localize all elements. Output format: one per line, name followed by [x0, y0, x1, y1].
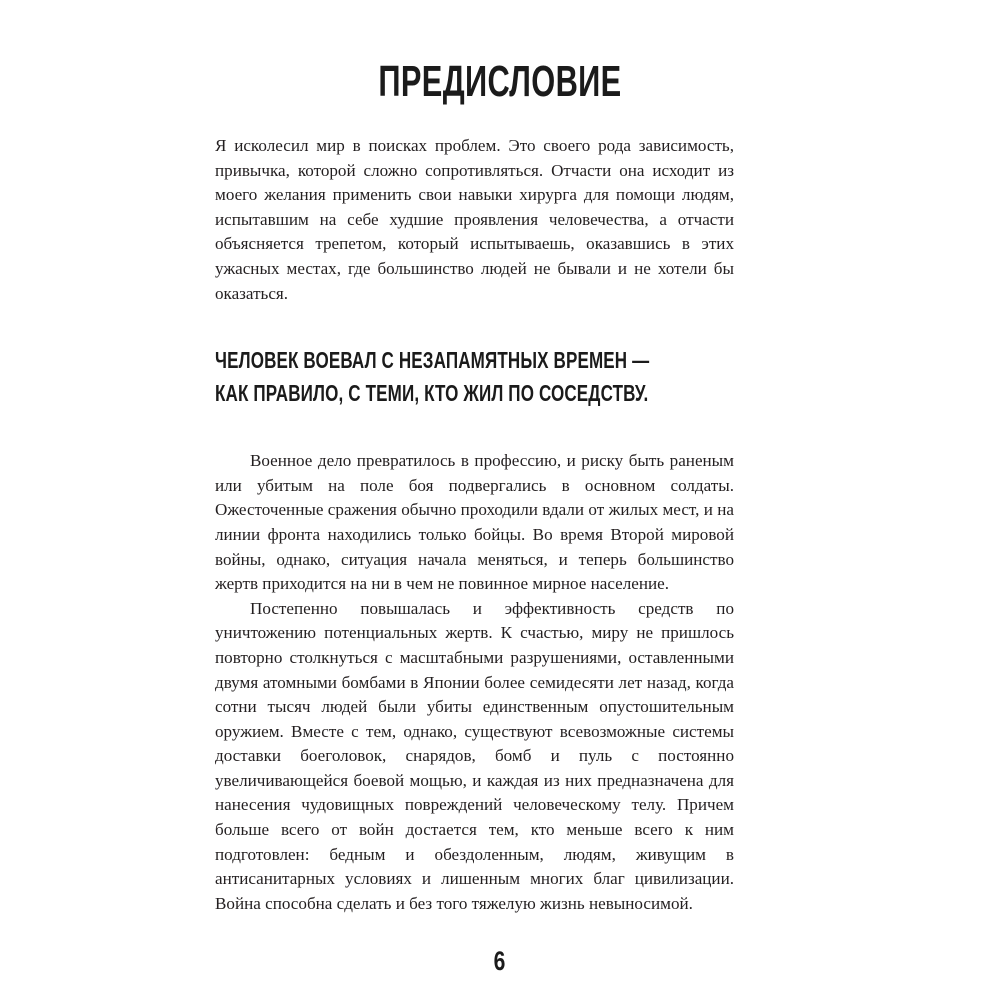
spacer-below-heading	[215, 410, 734, 449]
page-number	[0, 946, 1000, 976]
page-title: ПРЕДИСЛОВИЕ	[378, 57, 622, 107]
section-heading-line-2: КАК ПРАВИЛО, С ТЕМИ, КТО ЖИЛ ПО СОСЕДСТВУ.	[215, 380, 649, 407]
paragraph-2: Военное дело превратилось в профессию, и риску быть раненым или убитым на поле боя подвергались в основном солдаты. Ожесточенные сражения обычно проходили вдали от жилых мест, и на линии фронта находились только бойцы. Во время Второй мировой войны, однако, ситуация начала меняться, и теперь большинство жертв приходится на ни в чем не повинное мирное население.	[215, 451, 734, 594]
section-heading	[215, 344, 734, 410]
paragraph-1: Я исколесил мир в поисках проблем. Это своего рода зависимость, привычка, которой сложно сопротивляться. Отчасти она исходит из моего желания применить свои навыки хирурга для помощи людям, испытавшим на себе худшие проявления человечества, а отчасти объясняется трепетом, который испытываешь, оказавшись в этих ужасных местах, где большинство людей не бывали и не хотели бы оказаться.	[215, 136, 734, 303]
paragraph-3: Постепенно повышалась и эффективность средств по уничтожению потенциальных жертв. К счастью, миру не пришлось повторно столкнуться с масштабными разрушениями, оставленными двумя атомными бомбами в Японии более семидесяти лет назад, когда сотни тысяч людей были убиты единственным опустошительным оружием. Вместе с тем, однако, существуют всевозможные системы доставки боеголовок, снарядов, бомб и пуль с постоянно увеличивающейся боевой мощью, и каждая из них предназначена для нанесения чудовищных повреждений человеческому телу. Причем больше всего от войн достается тем, кто меньше всего к ним подготовлен: бедным и обездоленным, людям, живущим в антисанитарных условиях и лишенным многих благ цивилизации. Война способна сделать и без того тяжелую жизнь невыносимой.	[215, 598, 734, 913]
section-heading-line-1: ЧЕЛОВЕК ВОЕВАЛ С НЕЗАПАМЯТНЫХ ВРЕМЕН —	[215, 347, 650, 374]
spacer-above-heading	[215, 306, 734, 344]
text-column	[215, 134, 734, 916]
page-number-value: 6	[494, 946, 506, 976]
